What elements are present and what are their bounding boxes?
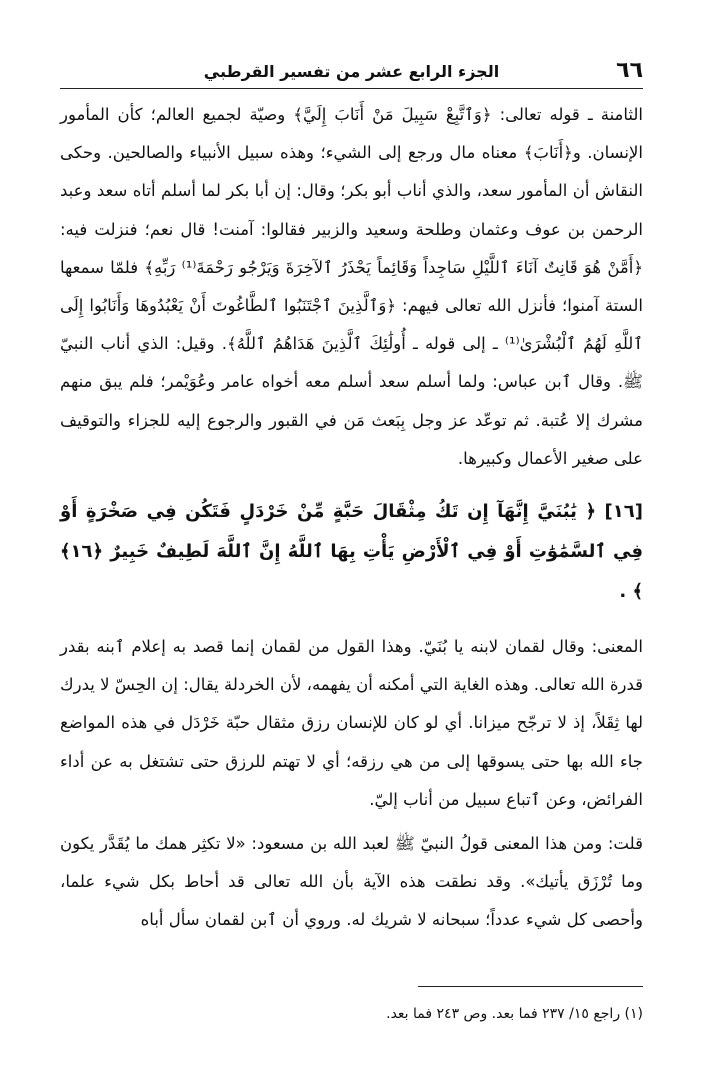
page-header [60,58,643,89]
verse-text: ﴿ يَٰبُنَيَّ إِنَّهَآ إِن تَكُ مِثْقَالَ حَبَّةٍ مِّنْ خَرْدَلٍ فَتَكُن فِي صَخْرَةٍ أَوْ فِي ٱلسَّمَٰوَٰتِ أَوْ فِي ٱلْأَرْضِ يَأْتِ بِهَا ٱللَّهُ إِنَّ ٱللَّهَ لَطِيفٌ خَبِيرٌ ﴿١٦﴾ ﴾ . [60,501,643,603]
quran-verse [60,492,643,612]
page-number: ٦٦ [616,58,643,83]
running-title: الجزء الرابع عشر من تفسير القرطبي [203,62,500,81]
meaning-paragraph: المعنى: وقال لقمان لابنه يا بُنَيّ. وهذا القول من لقمان إنما قصد به إعلام ٱبنه بقدر قدرة الله تعالى. وهذه الغاية التي أمكنه أن يفهمه، لأن الخردلة يقال: إن الحِسّ لا يدرك لها ثِقَلاً، إذ لا ترجّح ميزانا. أي لو كان للإنسان رزق مثقال حبّة خَرْدَل في هذه المواضع جاء الله بها حتى يسوقها إلى من هي رزقه؛ أي لا تهتم للرزق حتى تشتغل به عن أداء الفرائض، وعن ٱتباع سبيل من أناب إليّ. [60,637,643,809]
page-body [60,96,643,940]
section-eight-paragraph: الثامنة ـ قوله تعالى: ﴿وَٱتَّبِعْ سَبِيلَ مَنْ أَنَابَ إِلَيَّ﴾ وصيّة لجميع العالم؛ كأن المأمور الإنسان. و﴿أَنَابَ﴾ معناه مال ورجع إلى الشيء؛ وهذه سبيل الأنبياء والصالحين. وحكى النقاش أن المأمور سعد، والذي أناب أبو بكر؛ وقال: إن أبا بكر لما أسلم أتاه سعد وعبد الرحمن بن عوف وعثمان وطلحة وسعيد والزبير فقالوا: آمنت! قال نعم؛ فنزلت فيه: ﴿أَمَّنْ هُوَ قَانِتٌ آنَاءَ ٱللَّيْلِ سَاجِداً وَقَائِماً يَحْذَرُ ٱلآخِرَةَ وَيَرْجُو رَحْمَةَ⁽¹⁾ رَبِّهِ﴾ فلمّا سمعها الستة آمنوا؛ فأنزل الله تعالى فيهم: ﴿وَٱلَّذِينَ ٱجْتَنَبُوا ٱلطَّاغُوتَ أَنْ يَعْبُدُوهَا وَأَنَابُوا إِلَى ٱللَّهِ لَهُمُ ٱلْبُشْرَىٰ⁽¹⁾ ـ إلى قوله ـ أُولَٰئِكَ ٱلَّذِينَ هَدَاهُمُ ٱللَّهُ﴾. وقيل: الذي أناب النبيّ ﷺ. وقال ٱبن عباس: ولما أسلم سعد أسلم معه أخواه عامر وعُوَيْمر؛ فلم يبق منهم مشرك إلا عُتبة. ثم توعّد عز وجل بِبَعث مَن في القبور والرجوع إليه للجزاء والتوقيف على صغير الأعمال وكبيرها. [60,105,643,468]
qultu-paragraph: قلت: ومن هذا المعنى قولُ النبيّ ﷺ لعبد الله بن مسعود: «لا تكثِر همك ما يُقَدَّر يكون وما تُرْزَق يأتيك». وقد نطقت هذه الآية بأن الله تعالى قد أحاط بكل شيء علما، وأحصى كل شيء عدداً؛ سبحانه لا شريك له. وروي أن ٱبن لقمان سأل أباه [60,834,643,930]
footnote: (١) راجع ١٥/ ٢٣٧ فما بعد. وص ٢٤٣ فما بعد. [386,1006,643,1022]
verse-number: [١٦] [604,501,643,523]
footnote-divider [418,986,643,987]
verse-block [60,492,643,612]
